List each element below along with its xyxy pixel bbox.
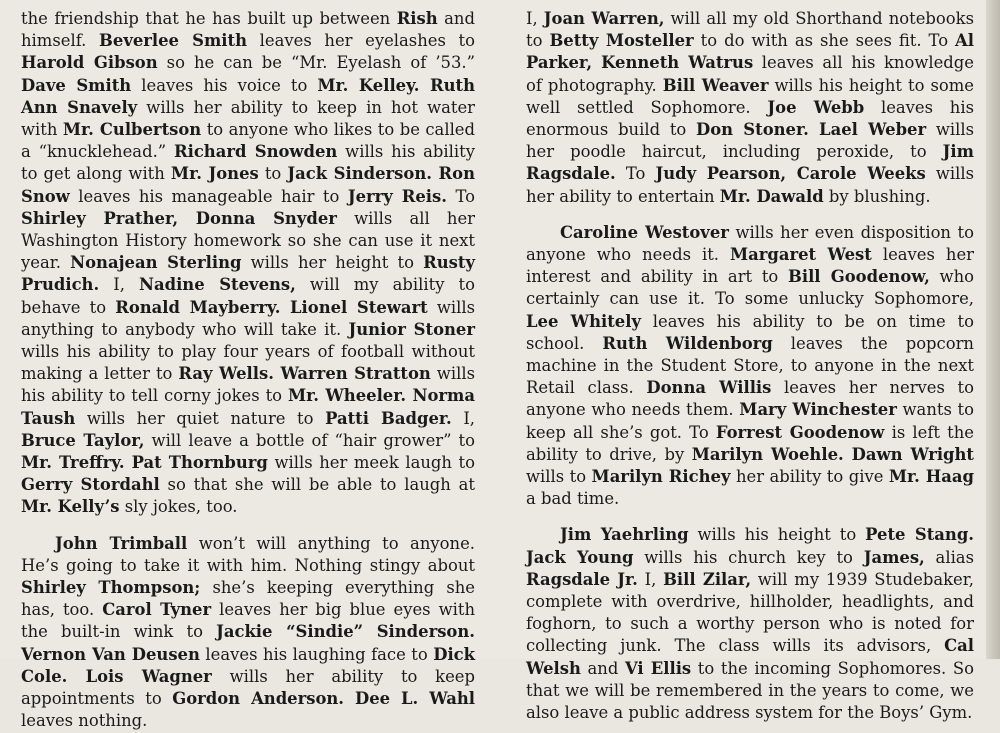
name-highlight: Junior Stoner (348, 319, 475, 339)
name-highlight: Marilyn Richey (591, 467, 731, 487)
paragraph: the friendship that he has built up between Rish and himself. Beverlee Smith leaves her eyelashes to Harold Gibson so he can be “Mr. Eyelash of ’53.” Dave Smith leaves his voice to Mr. Kelley. Ruth Ann Snavely wills her ability to keep in hot water with Mr. Culbertson to anyone who likes to be called a “knucklehead.” Richard Snowden wills his ability to get along with Mr. Jones to Jack Sinderson. Ron Snow leaves his manageable hair to Jerry Reis. To Shirley Prather, Donna Snyder wills all her Washington History homework so she can use it next year. Nonajean Sterling wills her height to Rusty Prudich. I, Nadine Stevens, will my ability to behave to Ronald Mayberry. Lionel Stewart wills anything to anybody who will take it. Junior Stoner wills his ability to play four years of football without making a letter to Ray Wells. Warren Stratton wills his ability to tell corny jokes to Mr. Wheeler. Norma Taush wills her quiet nature to Patti Badger. I, Bruce Taylor, will leave a bottle of “hair grower” to Mr. Treffry. Pat Thornburg wills her meek laugh to Gerry Stordahl so that she will be able to laugh at Mr. Kelly’s sly jokes, too. (21, 9, 476, 517)
name-highlight: John Trimball (55, 533, 188, 553)
name-highlight: Rusty Prudich. (21, 253, 475, 295)
name-highlight: Rish (396, 9, 438, 28)
name-highlight: Donna Willis (646, 378, 772, 398)
name-highlight: Vi Ellis (624, 658, 692, 678)
name-highlight: James, (863, 547, 925, 567)
paragraph: Jim Yaehrling wills his height to Pete Stang. Jack Young wills his church key to James, alias Ragsdale Jr. I, Bill Zilar, will my 1939 Studebaker, complete with overdrive, hillholder, headlights, and foghorn, to such a worthy person who is noted for collecting junk. The class wills its advisors, Cal Welsh and Vi Ellis to the incoming Sophomores. So that we will be remembered in the years to come, we also leave a public address system for the Boys’ Gym. (526, 525, 975, 723)
name-highlight: Shirley Prather, Donna Snyder (21, 208, 337, 228)
name-highlight: Forrest Goodenow (715, 422, 885, 442)
name-highlight: Ragsdale Jr. (526, 569, 638, 589)
paragraph: I, Joan Warren, will all my old Shorthand notebooks to Betty Mosteller to do with as she sees fit. To Al Parker, Kenneth Watrus leaves all his knowledge of photography. Bill Weaver wills his height to some well settled Sophomore. Joe Webb leaves his enormous build to Don Stoner. Lael Weber wills her poodle haircut, including peroxide, to Jim Ragsdale. To Judy Pearson, Carole Weeks wills her ability to entertain Mr. Dawald by blushing. (526, 9, 975, 206)
name-highlight: Harold Gibson (21, 53, 158, 73)
name-highlight: Mr. Jones (170, 164, 259, 184)
name-highlight: Pete Stang. Jack Young (526, 525, 974, 567)
paragraph: John Trimball won’t will anything to anyone. He’s going to take it with him. Nothing stingy about Shirley Thompson; she’s keeping everything she has, too. Carol Tyner leaves her big blue eyes with the built-in wink to Jackie “Sindie” Sinderson. Vernon Van Deusen leaves his laughing face to Dick Cole. Lois Wagner wills her ability to keep appointments to Gordon Anderson. Dee L. Wahl leaves nothing. (21, 533, 476, 731)
name-highlight: Bruce Taylor, (21, 430, 145, 450)
name-highlight: Ronald Mayberry. Lionel Stewart (115, 297, 428, 317)
name-highlight: Mr. Wheeler. Norma Taush (21, 386, 476, 428)
name-highlight: Carol Tyner (102, 600, 212, 620)
name-highlight: Joe Webb (767, 97, 865, 117)
name-highlight: Al Parker, Kenneth Watrus (526, 31, 974, 73)
name-highlight: Judy Pearson, Carole Weeks (655, 164, 926, 184)
name-highlight: Beverlee Smith (99, 31, 248, 51)
paragraph: Caroline Westover wills her even disposition to anyone who needs it. Margaret West leaves her interest and ability in art to Bill Goodenow, who certainly can use it. To some unlucky Sophomore, Lee Whitely leaves his ability to be on time to school. Ruth Wildenborg leaves the popcorn machine in the Student Store, to anyone in the next Retail class. Donna Willis leaves her nerves to anyone who needs them. Mary Winchester wants to keep all she’s got. To Forrest Goodenow is left the ability to drive, by Marilyn Woehle. Dawn Wright wills to Marilyn Richey her ability to give Mr. Haag a bad time. (526, 222, 975, 509)
name-highlight: Ruth Wildenborg (602, 333, 773, 353)
name-highlight: Don Stoner. Lael Weber (696, 120, 927, 140)
name-highlight: Mr. Kelley. Ruth Ann Snavely (21, 75, 475, 117)
name-highlight: Shirley Thompson; (21, 578, 201, 598)
left-column (21, 8, 475, 733)
name-highlight: Margaret West (729, 245, 872, 265)
name-highlight: Jerry Reis. (347, 186, 447, 206)
name-highlight: Mr. Dawald (719, 186, 824, 206)
name-highlight: Nadine Stevens, (139, 275, 296, 295)
name-highlight: Mr. Haag (888, 467, 974, 487)
name-highlight: Dick Cole. Lois Wagner (21, 644, 476, 686)
name-highlight: Jim Yaehrling (560, 525, 689, 545)
name-highlight: Dave Smith (21, 75, 132, 95)
name-highlight: Caroline Westover (560, 222, 729, 242)
name-highlight: Ray Wells. Warren Stratton (178, 364, 431, 384)
name-highlight: Richard Snowden (173, 142, 338, 162)
name-highlight: Jackie “Sindie” Sinderson. Vernon Van Deusen (21, 622, 475, 664)
name-highlight: Marilyn Woehle. Dawn Wright (691, 444, 974, 464)
name-highlight: Bill Zilar, (663, 569, 752, 589)
name-highlight: Betty Mosteller (549, 31, 694, 51)
name-highlight: Jack Sinderson. Ron Snow (21, 164, 476, 206)
name-highlight: Patti Badger. (325, 408, 452, 428)
name-highlight: Bill Goodenow, (788, 267, 930, 287)
name-highlight: Bill Weaver (662, 75, 769, 95)
name-highlight: Jim Ragsdale. (526, 142, 974, 184)
page-edge (986, 0, 1000, 659)
name-highlight: Gerry Stordahl (21, 475, 160, 495)
name-highlight: Mr. Culbertson (62, 120, 202, 140)
name-highlight: Joan Warren, (543, 9, 665, 28)
name-highlight: Nonajean Sterling (70, 253, 242, 273)
name-highlight: Gordon Anderson. Dee L. Wahl (172, 689, 475, 709)
right-column (526, 8, 974, 724)
name-highlight: Lee Whitely (526, 311, 641, 331)
name-highlight: Mr. Treffry. Pat Thornburg (21, 453, 268, 473)
name-highlight: Mr. Kelly’s (21, 497, 120, 517)
name-highlight: Mary Winchester (739, 400, 897, 420)
name-highlight: Cal Welsh (526, 636, 974, 678)
